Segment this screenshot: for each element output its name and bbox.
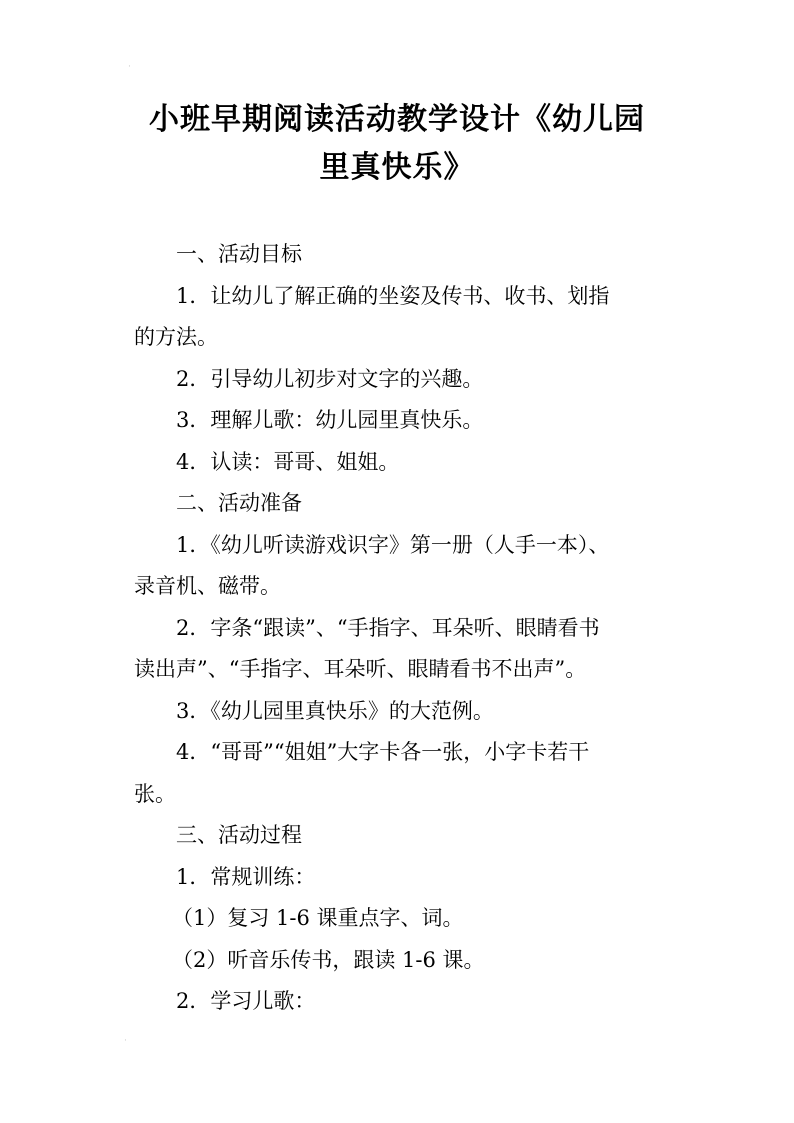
section-heading: 一、活动目标 <box>176 242 302 266</box>
paragraph-line: 1．让幼儿了解正确的坐姿及传书、收书、划指 <box>176 283 610 308</box>
paragraph: 2．引导幼儿初步对文字的兴趣。 <box>176 366 484 391</box>
paragraph-line: 4．“哥哥”“姐姐”大字卡各一张，小字卡若干 <box>176 740 590 764</box>
corner-mark-icon: · <box>128 62 131 72</box>
paragraph-line: 的方法。 <box>134 325 218 349</box>
title-line-2: 里真快乐》 <box>319 150 475 185</box>
paragraph-line: 录音机、磁带。 <box>134 574 281 598</box>
paragraph: 1．常规训练： <box>176 864 316 889</box>
corner-mark-icon: · <box>124 1036 127 1046</box>
section-heading: 三、活动过程 <box>176 823 302 847</box>
paragraph: 3．《幼儿园里真快乐》的大范例。 <box>176 698 494 723</box>
paragraph <box>134 732 674 815</box>
paragraph: （2）听音乐传书，跟读 1-6 课。 <box>172 947 485 972</box>
paragraph: 3．理解儿歌：幼儿园里真快乐。 <box>176 408 484 432</box>
title-line-1: 小班早期阅读活动教学设计《幼儿园 <box>149 102 645 137</box>
paragraph <box>134 608 674 691</box>
paragraph: 4．认读：哥哥、姐姐。 <box>176 449 400 474</box>
paragraph: 2．学习儿歌： <box>176 989 316 1013</box>
paragraph <box>134 276 674 359</box>
paragraph-line: 张。 <box>134 781 176 806</box>
paragraph-line: 2．字条“跟读”、“手指字、耳朵听、眼睛看书 <box>176 615 600 640</box>
paragraph: （1）复习 1-6 课重点字、词。 <box>172 906 464 930</box>
paragraph <box>134 525 674 608</box>
paragraph-line: 读出声”、“手指字、耳朵听、眼睛看书不出声”。 <box>134 657 587 681</box>
document-title <box>100 96 694 192</box>
document-body <box>134 234 674 1023</box>
section-heading: 二、活动准备 <box>176 491 302 515</box>
paragraph-line: 1．《幼儿听读游戏识字》第一册（人手一本）、 <box>176 532 610 557</box>
